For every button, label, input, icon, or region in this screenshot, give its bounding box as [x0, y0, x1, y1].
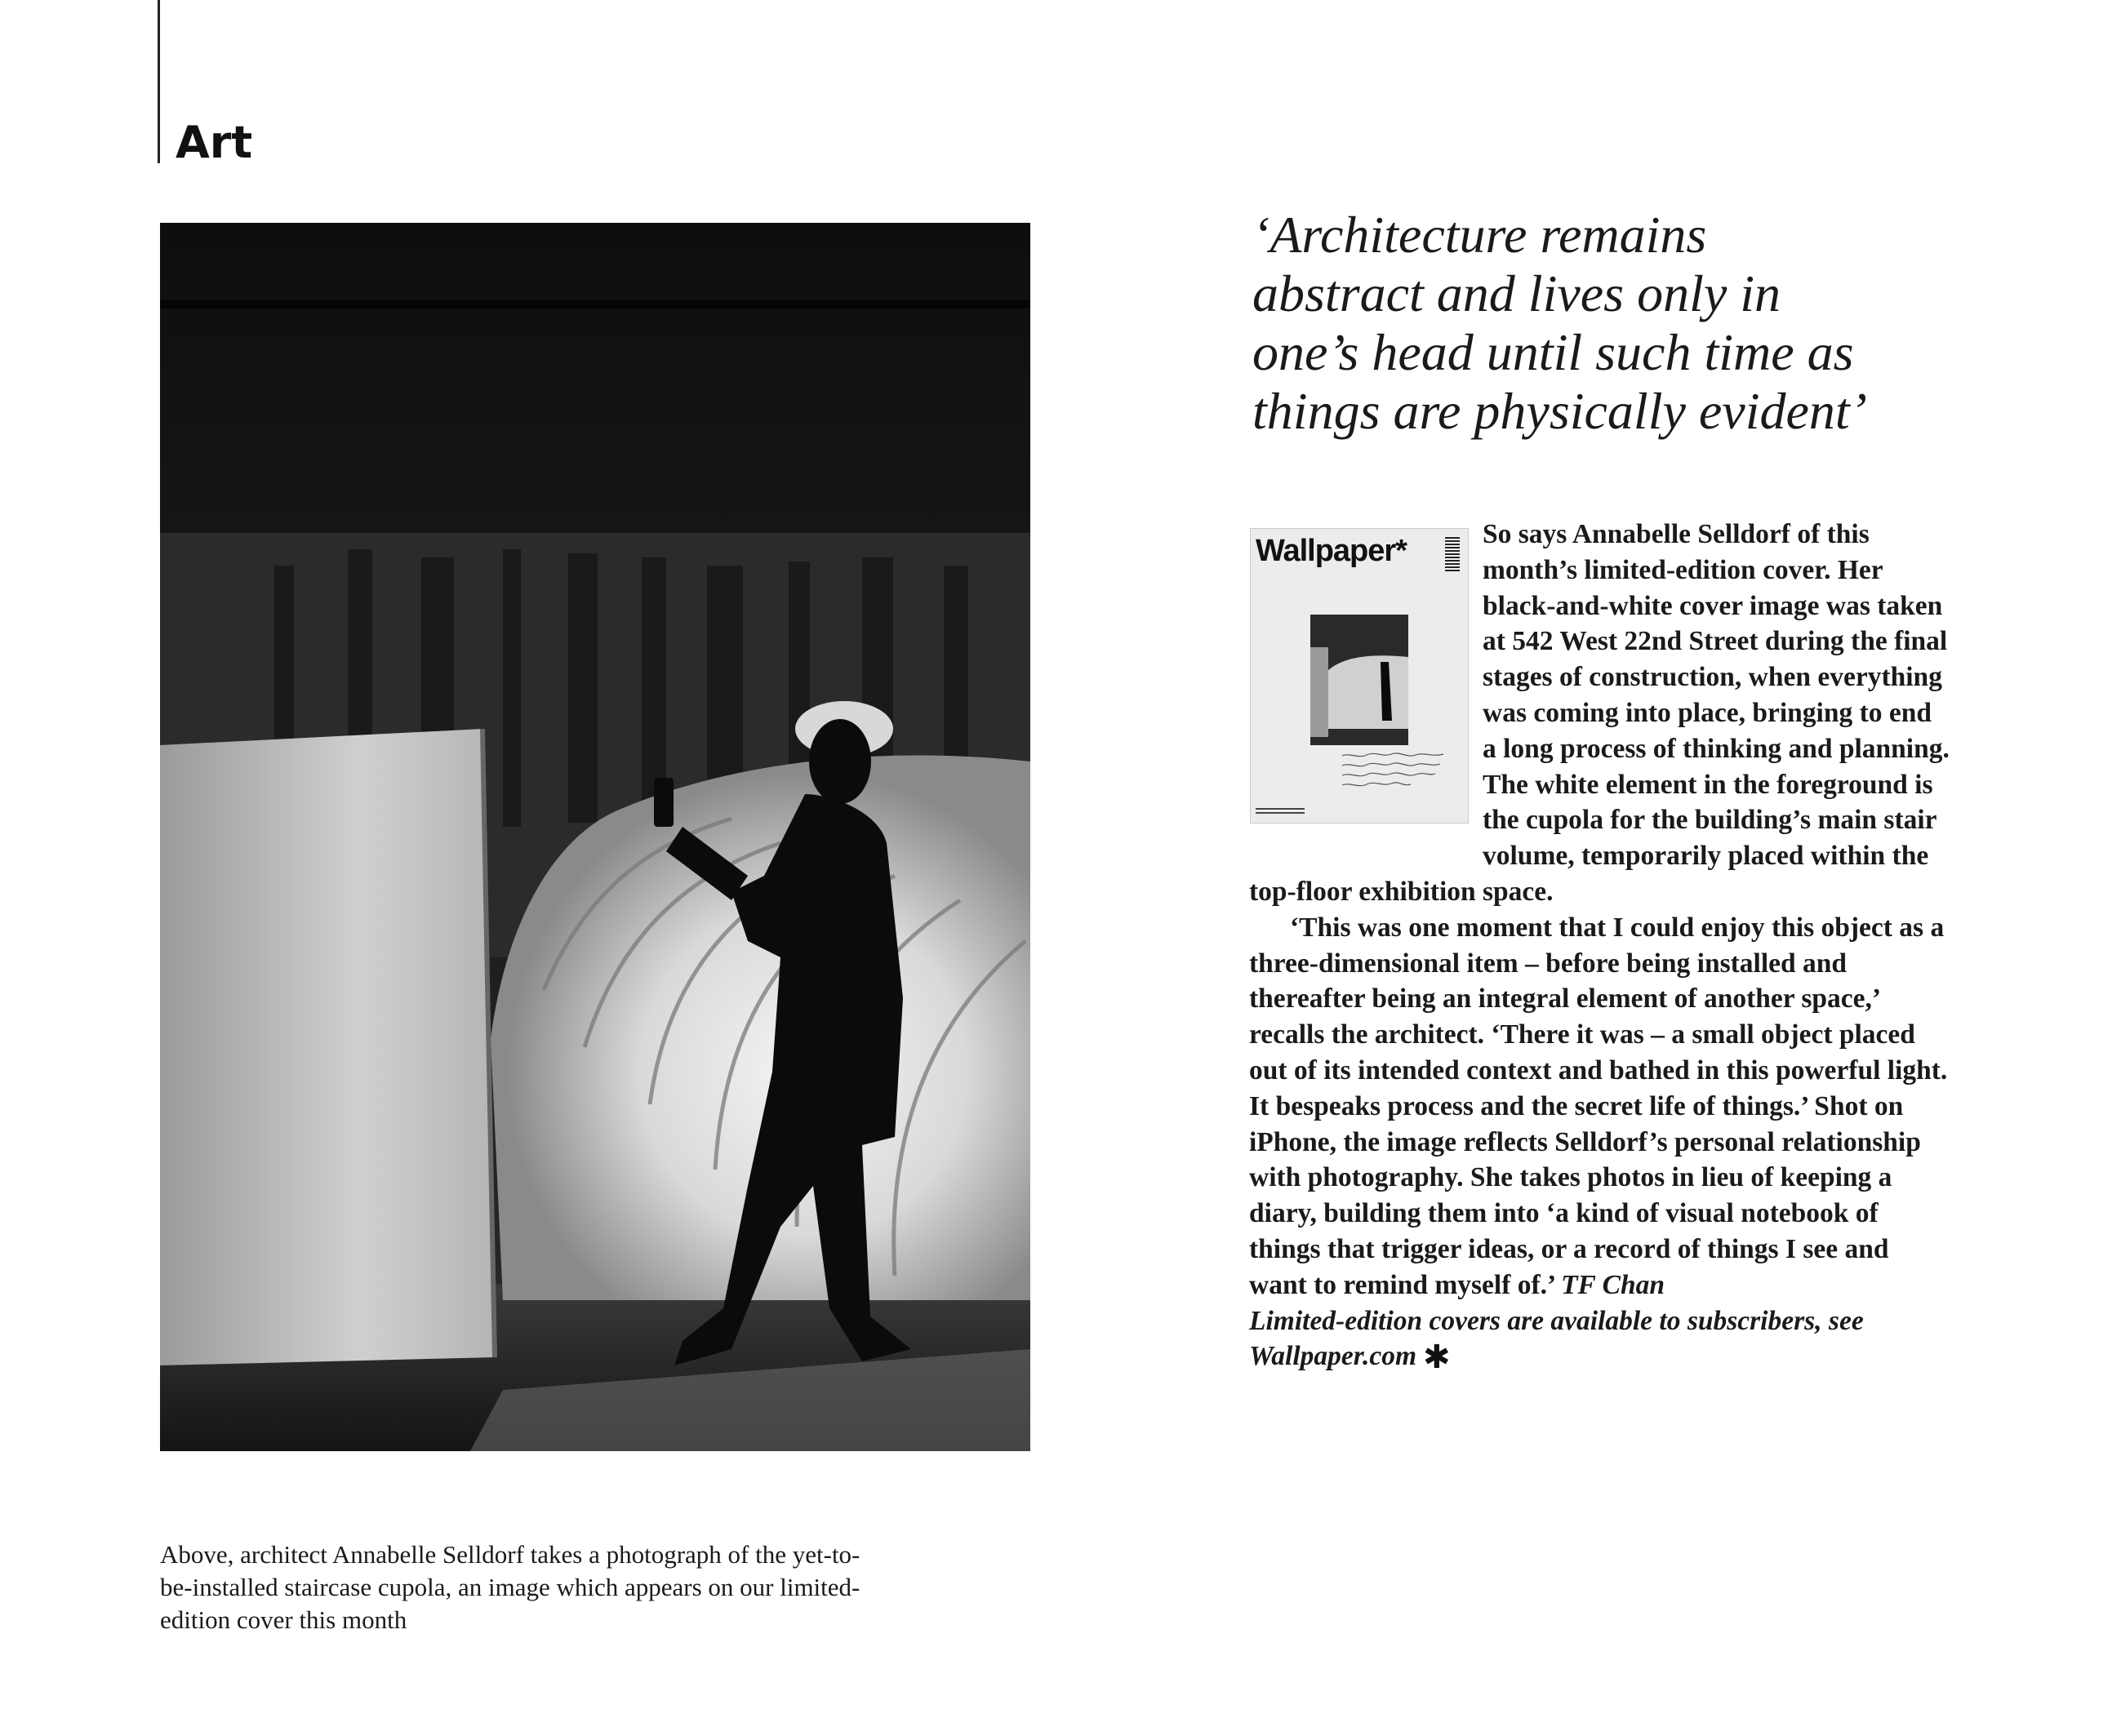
pull-quote-line: one’s head until such time as: [1252, 323, 1854, 381]
cover-logo: Wallpaper*: [1256, 534, 1407, 568]
article-paragraph-text: ‘This was one moment that I could enjoy this object as a three-dimensional item – before being installed and thereafter being an integral element of another space,’ recalls the architect. ‘There it was – a small object placed out of its intended context and bathed in this powerful light. It bespeaks process and the secret life of things.’ Shot on iPhone, the image reflects Selldorf’s personal relationship with photography. She takes photos in lieu of keeping a diary, building them into ‘a kind of visual notebook of things that trigger ideas, or a record of things I see and want to remind myself of.’: [1249, 912, 1948, 1300]
availability-note: Limited-edition covers are available to subscribers, see Wallpaper.com: [1249, 1305, 1864, 1372]
cover-photo: [1310, 615, 1408, 745]
availability-note-paragraph: [1249, 1303, 1951, 1375]
section-label: Art: [176, 117, 253, 168]
magazine-cover-thumbnail: [1250, 528, 1469, 824]
article-paragraph-with-credit: [1249, 910, 1951, 1303]
end-mark-icon: ✱: [1423, 1339, 1451, 1377]
pull-quote-line: things are physically evident’: [1252, 382, 1867, 440]
pull-quote: [1252, 206, 1954, 441]
cover-handwriting: [1341, 751, 1447, 795]
feature-photo: [160, 223, 1030, 1451]
cover-footer-text: [1256, 808, 1305, 816]
barcode-icon: [1445, 535, 1460, 571]
pull-quote-line: ‘Architecture remains: [1252, 206, 1707, 264]
article-paragraph: So says Annabelle Selldorf of this month’s limited-edition cover. Her black-and-white cover image was taken at 542 West 22nd Street during the final stages of construction, when everything was coming into place, bringing to end a long process of thinking and planning. The white element in the foreground is the cupola for the building’s main stair volume, temporarily placed within the top-floor exhibition space.: [1249, 519, 1950, 907]
pull-quote-line: abstract and lives only in: [1252, 264, 1781, 322]
author-credit: TF Chan: [1561, 1269, 1665, 1300]
photo-caption: Above, architect Annabelle Selldorf takes a photograph of the yet-to-be-installed staircase cupola, an image which appears on our limited-edition cover this month: [160, 1540, 860, 1634]
section-rule: [158, 0, 160, 163]
